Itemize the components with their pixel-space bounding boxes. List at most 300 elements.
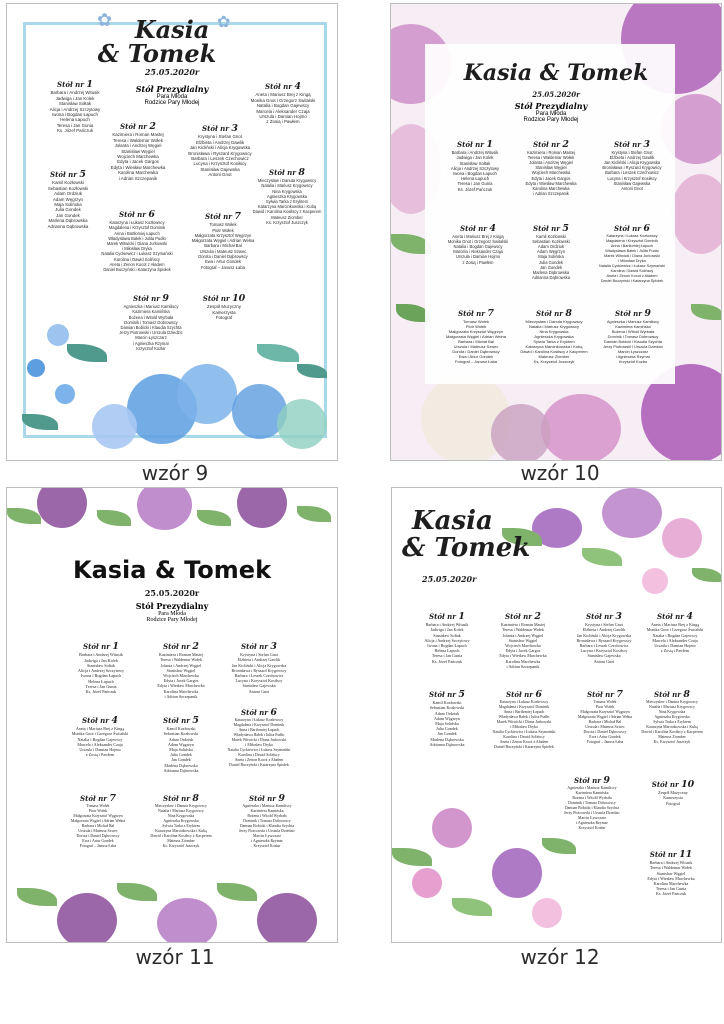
wedding-date: 25.05.2020r (532, 90, 580, 99)
guest-name: Damian Bobicki i Klaudia Szychta (120, 325, 182, 331)
guest-name: Tomasz Wołek (86, 804, 110, 808)
guest-name: Barbara i Leszek Czechowicz (234, 673, 284, 679)
table-heading (85, 209, 189, 220)
guest-name: Elżbieta i Andrzej Gawlik (582, 627, 626, 633)
guest-name: Sebastian Kozłowski (163, 731, 199, 737)
guest-name: Alicja i Andrzej Szczytowy (450, 165, 500, 171)
guest-name: Agnieszka Krygowska (163, 819, 199, 823)
seating-table-2 (137, 641, 225, 699)
guest-name: Antoni Gnot (593, 658, 615, 664)
table-heading (239, 167, 335, 178)
guest-name: Teresa i Waldemar Wołek (502, 627, 544, 633)
guest-name: Kazimiera i Roman Mastej (112, 132, 164, 138)
table-label: Stół nr (241, 708, 271, 717)
table-number: 5 (562, 223, 569, 234)
guest-name: Ewa i Artur Gondek (82, 839, 114, 843)
seating-table-10 (189, 293, 259, 321)
guest-name: Edyta i Wiesław Marchewka (525, 180, 577, 186)
seating-table-3 (213, 641, 305, 694)
table-label: Stół nr (587, 690, 617, 699)
guest-name: Małgorzata Krzysztof Węgrzyn (448, 329, 504, 334)
table-heading (542, 775, 642, 786)
guest-name: Maja Solińska (54, 202, 82, 208)
guest-name: Urszula i Mateusz Szwec (585, 725, 625, 729)
guest-name: Edyta i Jacek Gargos (505, 648, 541, 654)
table-label: Stół nr (574, 776, 604, 785)
table-number: 3 (643, 139, 650, 150)
guest-name: Kazimiera Kamińska (615, 324, 651, 329)
guest-name: Elżbieta i Andrzej Gawlik (195, 139, 245, 145)
table-number: 8 (192, 793, 199, 804)
guest-name: Karolina Marchewka (505, 658, 541, 664)
guest-name: Adam Węgrzyn (168, 741, 194, 747)
guest-name: Julia Gondek (170, 752, 192, 758)
table-label: Stół nr (506, 690, 536, 699)
table-number: 2 (562, 139, 569, 150)
guest-name: Jolanta i Andrzej Węgiel (502, 632, 544, 638)
guest-name: Barbara i Andrzej Witusik (425, 622, 469, 628)
table-label: Stół nr (536, 309, 566, 318)
guest-name: Marlena Dąbrowska (430, 736, 464, 742)
table-heading (509, 139, 593, 150)
seating-table-2 (509, 139, 593, 196)
guest-name: Jerzy Piotrowski i Urszula Dziedzic (119, 330, 183, 336)
guest-name: Tomasz Wołek (209, 222, 237, 228)
guest-name: Marek Witwicki i Diana Jurkowski (496, 720, 552, 724)
guest-name: Ks. Józef Pańczuk (457, 186, 493, 192)
guest-name: Kazimiera Kamińska (132, 309, 170, 315)
table-number: 4 (294, 81, 301, 92)
presidium-table: Stół Prezydialny Para Młoda Rodzice Pary Młodej (135, 84, 209, 106)
table-label: Stół nr (654, 690, 684, 699)
guest-name: Natalia i Mariusz Krygowscy (528, 324, 579, 329)
guest-name: Kazimiera Kamińska (250, 809, 284, 813)
guest-name: Agnieszka Krygowska (534, 334, 574, 339)
guest-name: Stanisław Sołtak (86, 662, 116, 668)
table-heading (57, 715, 143, 726)
guest-name: Kazimiera i Roman Mastej (527, 150, 575, 156)
guest-name: Monika Gnot i Grzegorz Świtalski (71, 731, 129, 737)
guest-name: Katarzyna i Łukasz Kozłowscy (109, 220, 165, 226)
table-heading (243, 81, 323, 92)
table-number: 6 (270, 707, 277, 718)
guest-name: Bronisława i Ryszard Krygowscy (231, 667, 287, 673)
guest-name: Nina Krygowska (539, 329, 569, 334)
table-heading (509, 223, 593, 234)
table-heading (624, 849, 718, 860)
guest-name: Maja Solińska (435, 721, 459, 727)
guest-name: Adrianna Dąbrowska (47, 223, 89, 229)
table-number: 5 (458, 689, 465, 700)
seating-table-3 (589, 139, 675, 191)
guest-name: Aneta i Zenon Kocot z Aładem (606, 274, 658, 278)
template-card-wzor-9[interactable]: ✿ ✿ Kasia & Tomek 25.05.2020r Stół Prezydialny Para Młoda Rodzice Pary Młodej Stół nr 1 Barbara i Andrzej Witusik Jadwiga i Jan Kolek Stanisław Sołtak Alicja i Andrzej Szczytowy Iwona i Bogdan Łapuch Helena Łapuch Teresa i Jan Gunia Ks. Józef Pańczuk Stół nr 2 Kazimiera i Roman Mastej Teresa i Waldemar Wołek Jolanta i Andrzej Węgiel Stanisław Węgiel Wojciech Marchewka Edyta i Jacek Gargos Edyta i Wiesław Marchewka Karolina Marchewka i Adrian Szczepanik Stół nr 3 Krystyna i Stefan Gnot Elżbieta i Andrzej Gawlik Jan Kicliński i Alicja Krygowska Bronisława i Ryszard Krygowscy Barbara i Leszek Czechowicz Lucyna i Krzysztof Kosiłscy Stanisław Gajewska Antoni Gnot Stół nr 4 Aneta i Mariusz Brej z Kingą Monika Gnot i Grzegorz Świtalski Natalia i Bogdan Gajewscy Marcela i Aleksander Czaja Urszula i Damian Hojmo z Zosią i Pawłem Stół nr 5 Kamil Kozłowski Sebastian Kozłowski Adam Ordziuk Adam Węgrzyn Maja Solińska Julia Gondek Jan Gondek Marlena Dąbrowska Adrianna Dąbrowska Stół nr 6 Katarzyna i Łukasz Kozłowscy Magdalena i Krzysztof Dominik Anna i Bartłomiej Łapuch Władysława Bałek i Julita Pudło Marek Witwicki i Diana Jurkowski i Miłosław Dryka Natalia Cyckiewicz i Łukasz Szymański Karolina i Dawid Solińscy Aneta i Zenon Kocot z Aładem Daniel Buczyński i Katarzyna Śpiołek Stół nr 7 Tomasz Wołek Piotr Wołek Małgorzata Krzysztof Węgrzyn Małgorzata Węgiel i Adrian Wełna Barbara i Michał Bal Urszula i Mateusz Szwec Dorota i Daniel Dąbrowscy Ewa i Artur Gondek Fotograf – Janusz Łaba Stół nr 8 Mieczysław i Danuta Krygowscy Natalia i Mariusz Krygowscy Nina Krygowska Agnieszka Krygowska Sylwia Tarka z Eryktem Katarzyna Marcinkowska i Kubą Dawid i Karolina Kosiłscy z Kacperem Mateusz Ziomber Ks. Krzysztof Juszczyk Stół nr 9 Agnieszka i Mariusz Kamiliscy Kazimiera Kamińska Bożena i Witold Wyrbała Dominik i Tomasz Dobrowscy Damian Bobicki i Klaudia Szychta Jerzy Piotrowski i Urszula Dziedzic Marcin Łyszczarz i Agnieszka Rzymar Krzysztof Kozłar Stół nr 10 Zespół Muzyczny Kamerzysta Fotograf (6, 3, 338, 461)
guest-name: Dawid i Karolina Kosiłscy z Kacperem (252, 209, 322, 215)
guest-name: Lucyna i Krzysztof Kosiłscy (580, 648, 628, 654)
guest-name: Małgorzata Węgiel i Adrian Wełna (577, 715, 633, 719)
guest-name: Marcin Łyszczarz (617, 349, 649, 354)
guest-name: Edyta i Wiesław Marchewka (499, 653, 547, 659)
caption-wzor-11: wzór 11 (135, 945, 215, 969)
guest-name: Anna i Bartłomiej Łapuch (114, 230, 160, 236)
guest-name: Władysława Bałek i Julita Pudło (108, 235, 166, 241)
guest-name: z Zosią i Pawłem (266, 119, 300, 125)
guest-name: Fotograf – Janusz Łaba (79, 844, 117, 848)
guest-name: i Adrian Szczepanik (506, 663, 540, 669)
guest-name: Ks. Józef Pańczuk (85, 689, 117, 695)
table-heading (217, 793, 317, 804)
guest-name: Adam Węgrzyn (52, 196, 83, 202)
guest-name: Dawid i Karolina Kosiłscy z Kacperem (150, 834, 212, 838)
table-label: Stół nr (82, 716, 112, 725)
table-label: Stół nr (614, 224, 644, 233)
table-label: Stół nr (83, 642, 113, 651)
guest-name: Magdalena i Krzysztof Dominik (108, 225, 166, 231)
table-label: Stół nr (163, 716, 193, 725)
guest-name: Teresa i Jan Gunia (655, 886, 687, 892)
table-label: Stół nr (249, 794, 279, 803)
guest-name: Dominik i Tomasz Dobrowscy (568, 801, 616, 805)
guest-name: Agnieszka i Mariusz Kamiliscy (242, 804, 292, 808)
guest-name: Urszula i Mateusz Szwec (453, 344, 499, 349)
guest-name: Antoni Gnot (248, 688, 270, 694)
table-number: 9 (603, 775, 610, 786)
guest-name: i Adrian Szczepanik (118, 175, 158, 181)
table-heading (624, 689, 720, 700)
guest-name: Marlena Dąbrowska (164, 762, 198, 768)
table-number: 6 (535, 689, 542, 700)
table-label: Stół nr (614, 140, 644, 149)
table-label: Stół nr (163, 794, 193, 803)
guest-name: Stanisław Sołtak (459, 160, 491, 166)
table-label: Stół nr (429, 612, 459, 621)
guest-name: Sylwia Tarka z Eryktem (162, 824, 200, 828)
guest-name: Edyta i Wiesław Marchewka (647, 875, 695, 881)
guest-name: Ewa i Artur Gondek (458, 354, 494, 359)
guest-name: Władysława Bałek i Julita Pudło (605, 249, 659, 253)
guest-name: Krzysztof Kozłar (618, 359, 648, 364)
template-card-wzor-11[interactable] (6, 487, 338, 943)
seating-table-8 (624, 689, 720, 745)
guest-name: Edyta i Jacek Gargos (117, 159, 159, 165)
table-number: 10 (232, 293, 246, 304)
guest-name: Marcela i Aleksander Czaja (256, 108, 310, 114)
seating-table-8 (131, 793, 231, 849)
guest-name: Adam Ordziuk (54, 191, 82, 197)
guest-name: Edyta i Jacek Gargos (163, 678, 199, 684)
guest-name: Barbara i Leszek Czechowicz (191, 156, 249, 162)
table-number: 2 (534, 611, 541, 622)
table-label: Stół nr (120, 122, 150, 131)
guest-name: Julia Gondek (539, 259, 563, 265)
guest-name: Marek Witwicki i Diana Jurkowski (231, 738, 287, 742)
guest-name: Natalia Cyckiewicz i Łukasz Szymański (492, 730, 556, 734)
guest-name: Natalia i Mariusz Krygowscy (649, 705, 695, 709)
guest-name: Anna i Bartłomiej Łapuch (503, 710, 545, 714)
table-heading (628, 779, 718, 790)
guest-name: Antoni Gnot (621, 185, 643, 191)
table-heading (61, 641, 141, 652)
guest-name: Agnieszka i Mariusz Kamiliscy (606, 319, 660, 324)
seating-table-11 (624, 849, 718, 897)
table-number: 1 (458, 611, 465, 622)
guest-name: Aneta i Mariusz Brej z Kingą (75, 726, 125, 732)
guest-name: Dawid i Karolina Kosiłscy z Kacperem (641, 730, 703, 734)
caption-wzor-12: wzór 12 (520, 945, 600, 969)
seating-table-6 (585, 223, 679, 284)
guest-name: Sebastian Kozłowski (532, 239, 570, 245)
guest-name: Bronisława i Ryszard Krygowscy (602, 165, 662, 171)
guest-name: Natalia i Bogdan Gajewscy (453, 244, 503, 250)
template-card-wzor-12[interactable] (391, 487, 722, 943)
table-number: 9 (644, 308, 651, 319)
guest-name: Marcela i Aleksander Czaja (453, 249, 503, 255)
guest-name: Monika Gnot i Grzegorz Świtalski (250, 97, 316, 103)
guest-name: Teresa i Waldemar Wołek (160, 657, 202, 663)
guest-name: Anna i Bartłomiej Łapuch (238, 728, 280, 732)
table-number: 10 (681, 779, 695, 790)
guest-name: Urszula i Damian Hojmo (455, 254, 501, 260)
guest-name: Sylwia Tarka z Eryktem (265, 199, 309, 205)
guest-name: Karolina Marchewka (163, 688, 199, 694)
guest-name: Teresa i Jan Gunia (85, 684, 117, 690)
guest-name: Teresa i Jan Gunia (56, 122, 94, 128)
guest-name: Teresa i Waldemar Wołek (650, 865, 692, 871)
guest-name: Daniel Buczyński i Katarzyna Śpiołek (103, 267, 171, 273)
guest-name: Stanisław Gajewska (200, 166, 240, 172)
guest-name: Natalia Cyckiewicz i Łukasz Szymański (598, 264, 666, 268)
guest-name: Helena Łapuch (460, 176, 490, 182)
guest-name: Dorota i Daniel Dąbrowscy (198, 254, 248, 260)
guest-name: Mieczysław i Danuta Krygowscy (257, 178, 317, 184)
guest-name: Dawid i Karolina Kosiłscy z Kacperem (520, 349, 588, 354)
guest-name: Fotograf – Janusz Łaba (586, 740, 624, 744)
template-card-wzor-10[interactable] (390, 3, 722, 461)
guest-name: Adam Ordziuk (538, 244, 564, 250)
table-label: Stół nr (458, 309, 488, 318)
guest-name: Zespół Muzyczny (207, 304, 241, 310)
guest-name: Jan Gondek (56, 212, 80, 218)
guest-name: i Agnieszka Rzymar (251, 839, 283, 843)
guest-name: Kamil Kozłowski (432, 700, 462, 706)
table-label: Stół nr (649, 850, 680, 859)
seating-table-9 (542, 775, 642, 831)
table-heading (589, 139, 675, 150)
guest-name: Teresa i Jan Gunia (457, 181, 493, 187)
guest-name: Ks. Krzysztof Juszczyk (266, 219, 308, 225)
table-number: 7 (616, 689, 623, 700)
guest-name: Magdalena i Krzysztof Dominik (605, 239, 659, 243)
guest-name: Mieczysław i Danuta Krygowscy (525, 319, 583, 324)
table-label: Stół nr (241, 642, 271, 651)
table-number: 4 (111, 715, 118, 726)
guest-name: Katarzyna Marcinkowska i Kubą (525, 344, 583, 349)
guest-name: Dominik i Tomasz Dobrowscy (607, 334, 659, 339)
guest-name: Mateusz Ziomber (538, 354, 570, 359)
table-heading (587, 308, 679, 319)
guest-name: Ks. Józef Pańczuk (56, 128, 94, 134)
guest-name: i Adrian Szczepanik (164, 693, 198, 699)
guest-name: Magdalena i Krzysztof Dominik (498, 705, 550, 709)
table-number: 6 (643, 223, 650, 234)
guest-name: Ks. Krzysztof Juszczyk (162, 844, 200, 848)
caption-wzor-9: wzór 9 (141, 461, 209, 485)
guest-name: Marcin Łyszczarz (135, 335, 167, 341)
guest-name: Antoni Gnot (208, 172, 232, 178)
table-heading (103, 293, 199, 304)
guest-name: Aneta i Mariusz Brej z Kingą (452, 234, 504, 240)
guest-name: Sebastian Kozłowski (429, 705, 465, 711)
table-label: Stół nr (533, 140, 563, 149)
table-number: 9 (278, 793, 285, 804)
guest-name: Sebastian Kozłowski (47, 185, 89, 191)
guest-name: Jan Kicliński i Alicja Krygowska (576, 632, 632, 638)
guest-name: Bożena i Witold Wyrbała (611, 329, 655, 334)
guest-name: z Zosią i Pawłem (660, 648, 690, 654)
guest-name: Daniel Buczyński i Katarzyna Śpiołek (229, 763, 289, 767)
seating-table-8 (239, 167, 335, 225)
seating-table-9 (103, 293, 199, 351)
guest-name: Jan Gondek (539, 264, 563, 270)
guest-name: Fotograf (215, 315, 233, 321)
table-label: Stół nr (265, 82, 295, 91)
guest-name: Nina Krygowska (658, 710, 686, 714)
table-heading (431, 308, 521, 319)
guest-name: Kamerzysta (663, 795, 683, 801)
guest-name: Edyta i Jacek Gargos (531, 175, 571, 181)
table-number: 1 (112, 641, 119, 652)
guest-name: Nina Krygowska (272, 188, 302, 194)
guest-name: Marcin Łyszczarz (253, 834, 281, 838)
guest-name: Urszula i Damian Hojmo (259, 114, 307, 120)
seating-table-10 (628, 779, 718, 806)
guest-name: Adrianna Dąbrowska (429, 741, 465, 747)
seating-table-9 (217, 793, 317, 849)
guest-name: i Adrian Szczepanik (533, 190, 569, 196)
guest-name: Krzysztof Kozłar (578, 826, 606, 830)
seating-table-4 (243, 81, 323, 125)
guest-name: Piotr Wołek (465, 324, 487, 329)
caption-wzor-10: wzór 10 (520, 461, 600, 485)
guest-name: Jadwiga i Jan Kolek (430, 627, 464, 633)
guest-name: Kamil Kozłowski (536, 234, 566, 240)
guest-name: Karolina Marchewka (532, 185, 570, 191)
guest-name: Adam Ordziuk (168, 736, 194, 742)
table-number: 5 (192, 715, 199, 726)
guest-name: Aneta i Zenon Kocot z Aładem (234, 758, 284, 762)
presidium-table: Stół Prezydialny Para Młoda Rodzice Pary Młodej (514, 101, 588, 123)
guest-name: Ks. Józef Pańczuk (431, 658, 463, 664)
guest-name: Agnieszka i Mariusz Kamiliscy (123, 304, 179, 310)
guest-name: Stanisław Gajewska (242, 683, 276, 689)
guest-name: z Zosią i Pawłem (85, 752, 115, 758)
guest-name: Katarzyna i Łukasz Kozłowscy (234, 718, 284, 722)
guest-name: Małgorzata Węgiel i Adrian Wełna (446, 334, 506, 339)
guest-name: Adrianna Dąbrowska (163, 767, 199, 773)
guest-name: Karolina i Dawid Solińscy (238, 753, 280, 757)
guest-name: Katarzyna Marcinkowska i Kubą (646, 725, 698, 729)
guest-name: Urszula i Mateusz Szwec (199, 248, 247, 254)
floral-decoration-bottom (7, 868, 337, 942)
guest-name: Dorota i Daniel Dąbrowscy (76, 834, 120, 838)
table-number: 11 (679, 849, 693, 860)
guest-name: Marcin Łyszczarz (578, 816, 606, 820)
table-number: 8 (683, 689, 690, 700)
guest-name: Jerzy Piotrowski i Urszula Dziedzic (239, 829, 295, 833)
guest-name: Damian Bobicki i Klaudia Szychta (604, 339, 662, 344)
guest-name: Anna i Bartłomiej Łapuch (610, 244, 654, 248)
guest-name: Jolanta i Andrzej Węgiel (114, 143, 162, 149)
guest-name: Stanisław Gajewska (613, 180, 651, 186)
table-heading (29, 169, 107, 180)
table-number: 4 (489, 223, 496, 234)
guest-name: Marek Witwicki i Diana Jurkowski (106, 241, 168, 247)
guest-name: Jolanta i Andrzej Węgiel (529, 160, 573, 166)
guest-name: Teresa i Waldemar Wołek (113, 137, 163, 143)
guest-name: Sylwia Tarka z Eryktem (533, 339, 575, 344)
guest-name: Helena Łapuch (88, 678, 114, 684)
guest-name: Ewa i Artur Gondek (204, 259, 242, 265)
guest-name: Barbara i Andrzej Witusik (451, 150, 499, 156)
guest-name: Agnieszka Krygowska (654, 715, 690, 719)
guest-name: Ewa i Artur Gondek (589, 735, 621, 739)
guest-name: Lucyna i Krzysztof Kosiłscy (235, 678, 283, 684)
guest-name: Dominik i Tomasz Dobrowscy (243, 819, 291, 823)
table-number: 6 (148, 209, 155, 220)
table-label: Stół nr (202, 124, 232, 133)
guest-name: Jolanta i Andrzej Węgiel (160, 662, 202, 668)
guest-name: Kazimiera i Roman Mastej (500, 622, 546, 628)
guest-name: i Agnieszka Rzymar (576, 821, 608, 825)
guest-name: Monika Gnot i Grzegorz Świtalski (646, 627, 704, 633)
guest-name: Aneta i Zenon Kocot z Aładem (109, 261, 165, 267)
wedding-date: 25.05.2020r (422, 574, 477, 584)
guest-name: Adam Ordziuk (434, 710, 460, 716)
guest-name: Piotr Wołek (595, 705, 615, 709)
guest-name: Mateusz Ziomber (271, 214, 303, 220)
couple-names: Kasia & Tomek (72, 556, 272, 584)
guest-name: Karolina Marchewka (653, 881, 689, 887)
guest-name: Barbara i Leszek Czechowicz (579, 643, 629, 649)
seating-table-7 (431, 308, 521, 364)
guest-name: Barbara i Andrzej Witusik (649, 860, 693, 866)
table-number: 9 (162, 293, 169, 304)
guest-name: Natalia Cyckiewicz i Łukasz Szymański (101, 251, 173, 257)
table-heading (131, 793, 231, 804)
guest-name: Alicja i Andrzej Szczytowy (77, 668, 125, 674)
seating-table-4 (630, 611, 720, 654)
guest-name: Barbara i Michał Bal (81, 824, 115, 828)
table-heading (630, 611, 720, 622)
guest-name: Ks. Krzysztof Juszczyk (653, 740, 691, 744)
guest-name: Bronisława i Ryszard Krygowscy (188, 150, 252, 156)
guest-name: Urszula i Damian Hojmo (79, 747, 121, 753)
guest-name: Adrianna Dąbrowska (531, 274, 570, 280)
guest-name: Władysława Bałek i Julita Pudło (498, 715, 550, 719)
guest-name: Małgorzata Węgiel i Adrian Wełna (70, 819, 126, 823)
guest-name: Natalia i Mariusz Krygowscy (158, 809, 204, 813)
guest-name: i Agnieszka Rzymar (615, 354, 651, 359)
guest-name: Kazimiera i Roman Mastej (158, 652, 204, 658)
guest-name: Edyta i Wiesław Marchewka (110, 164, 166, 170)
guest-name: Fotograf – Janusz Łaba (454, 359, 498, 364)
guest-name: Magdalena i Krzysztof Dominik (233, 723, 285, 727)
guest-name: Stanisław Węgiel (508, 637, 538, 643)
guest-name: Iwona i Bogdan Łapuch (453, 171, 497, 177)
guest-name: Kamerzysta (212, 309, 236, 315)
table-heading (93, 121, 183, 132)
guest-name: Sylwia Tarka z Eryktem (653, 720, 691, 724)
